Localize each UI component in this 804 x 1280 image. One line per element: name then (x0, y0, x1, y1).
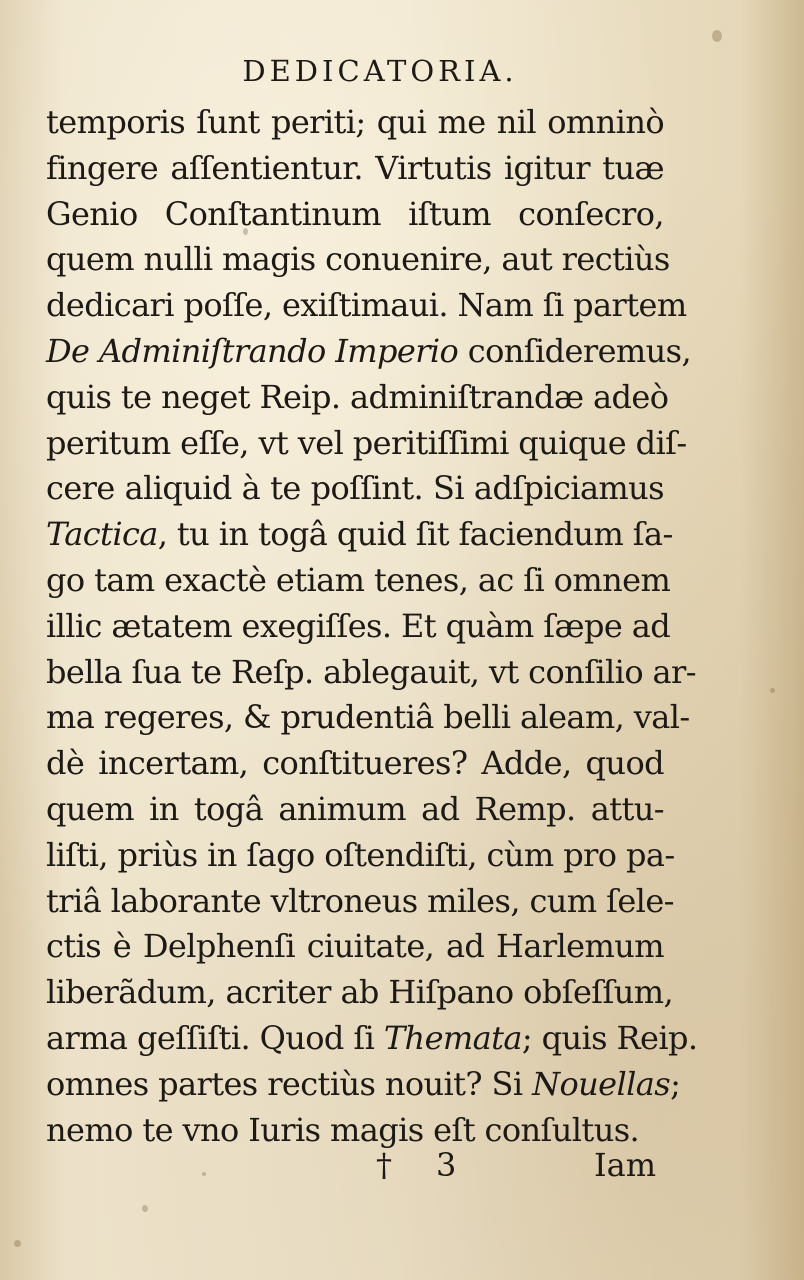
signature-number: 3 (436, 1146, 457, 1184)
text-line (46, 604, 671, 650)
text-line (46, 650, 696, 696)
text-segment: liſti, priùs in ſago oſtendiſti, cùm pro pa- (46, 835, 675, 874)
page-footer (0, 1140, 804, 1190)
text-segment: quem nulli magis conuenire, aut rectiùs (46, 240, 670, 279)
text-segment: illic ætatem exegiſſes. Et quàm ſæpe ad (46, 606, 671, 645)
text-segment: quem in togâ animum ad Remp. attu- (46, 789, 664, 828)
text-line (46, 1062, 681, 1108)
italic-phrase: De Adminiſtrando Imperio (46, 331, 459, 370)
text-line (46, 1016, 698, 1062)
text-segment: , tu in togâ quid ſit faciendum ſa- (157, 515, 673, 554)
text-line (46, 237, 670, 283)
text-line (46, 695, 690, 741)
text-segment: quis te neget Reip. adminiſtrandæ adeò (46, 377, 669, 416)
ink-speck (14, 1240, 21, 1247)
text-line (46, 558, 671, 604)
text-line (46, 879, 674, 925)
text-line (46, 741, 664, 787)
text-line (46, 787, 664, 833)
text-line (46, 833, 675, 879)
text-line (46, 512, 673, 558)
running-header: DEDICATORIA. (242, 54, 518, 88)
text-segment: omnes partes rectiùs nouit? Si (46, 1064, 533, 1103)
text-segment: cere aliquid à te poſſint. Si adſpiciamus (46, 469, 664, 508)
text-segment: triâ laborante vltroneus miles, cum ſele- (46, 881, 674, 920)
text-segment: fingere aſſentientur. Virtutis igitur tuæ (46, 148, 664, 187)
text-line (46, 283, 687, 329)
text-segment: dè incertam, conſtitueres? Adde, quod (46, 744, 664, 783)
ink-speck (770, 688, 775, 693)
text-line (46, 421, 687, 467)
text-segment: conſideremus, (458, 331, 692, 370)
text-segment: ; (670, 1064, 681, 1103)
text-line (46, 146, 664, 192)
text-line (46, 970, 674, 1016)
text-line (46, 924, 664, 970)
text-segment: go tam exactè etiam tenes, ac ſi omnem (46, 560, 671, 599)
text-segment: Genio Conſtantinum iſtum conſecro, (46, 194, 664, 233)
text-line (46, 329, 692, 375)
text-segment: liberãdum, acriter ab Hiſpano obſeſſum, (46, 973, 674, 1012)
text-segment: peritum eſſe, vt vel peritiſſimi quique diſ- (46, 423, 687, 462)
text-segment: arma geſſiſti. Quod ſi (46, 1018, 384, 1057)
text-segment: dedicari poſſe, exiſtimaui. Nam ſi partem (46, 286, 687, 325)
italic-phrase: Tactica (46, 515, 158, 554)
ink-speck (712, 30, 722, 42)
italic-phrase: Nouellas (532, 1064, 671, 1103)
text-segment: bella ſua te Reſp. ablegauit, vt conſilio ar- (46, 652, 696, 691)
catchword: Iam (594, 1146, 657, 1184)
ink-speck (142, 1205, 148, 1212)
signature-mark: † (376, 1146, 392, 1184)
text-line (46, 100, 664, 146)
text-segment: ; quis Reip. (521, 1018, 698, 1057)
text-line (46, 466, 664, 512)
text-segment: ctis è Delphenſi ciuitate, ad Harlemum (46, 927, 664, 966)
text-line (46, 192, 664, 238)
text-segment: nemo te vno Iuris magis eſt conſultus. (46, 1110, 640, 1149)
body-text (46, 100, 698, 1153)
text-segment: temporis ſunt periti; qui me nil omninò (46, 103, 664, 141)
text-line (46, 375, 669, 421)
text-segment: ma regeres, & prudentiâ belli aleam, val- (46, 698, 690, 737)
italic-phrase: Themata (383, 1018, 522, 1057)
